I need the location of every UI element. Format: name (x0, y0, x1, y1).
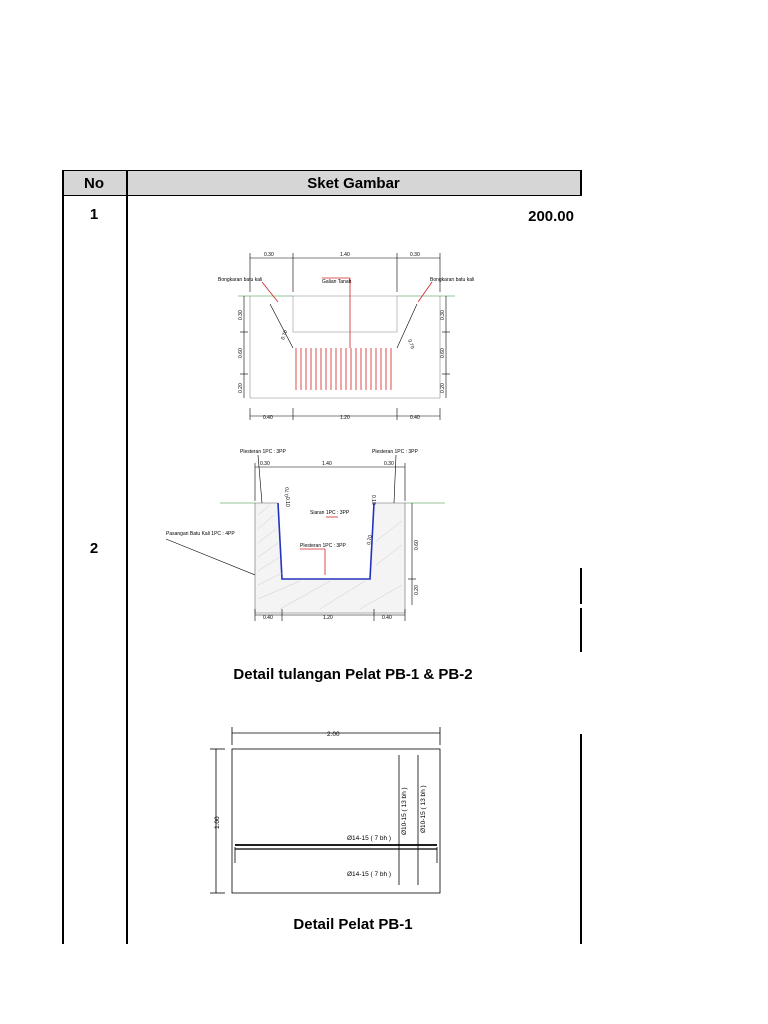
d2-dim-top-2: 1.40 (322, 461, 332, 467)
d3-width: 2.00 (327, 731, 340, 738)
d3-bar-top: Ø14-15 ( 7 bh ) (347, 835, 392, 842)
header-no-label: No (84, 174, 104, 192)
d1-dim-bottom-2: 1.20 (340, 415, 350, 421)
d1-dim-left-3: 0.20 (238, 383, 244, 393)
row-amount: 200.00 (528, 208, 574, 225)
table-right-border-seg2 (580, 568, 582, 604)
d2-dim-top-1: 0.30 (260, 461, 270, 467)
d2-plaster-left: Plesteran 1PC : 3PP (240, 449, 286, 455)
d2-dim-bottom-3: 0.40 (382, 615, 392, 621)
d2-plaster-bottom: Plesteran 1PC : 3PP (300, 543, 346, 549)
d3-height: 1.00 (214, 816, 221, 829)
row-number-2: 2 (89, 540, 99, 557)
table-left-border (62, 170, 64, 944)
d2-slope-right: 0.70 (366, 534, 374, 546)
table-column-divider (126, 170, 128, 944)
d3-bar-v2: Ø10-15 ( 13 bh ) (420, 785, 427, 833)
caption-detail-reinforcement: Detail tulangan Pelat PB-1 & PB-2 (233, 666, 473, 683)
d1-dim-right-3: 0.20 (440, 383, 446, 393)
d2-siaran: Siaran 1PC : 3PP (310, 510, 350, 516)
d1-dim-left-2: 0.60 (238, 348, 244, 358)
d1-dim-top-2: 1.40 (340, 252, 350, 258)
d2-dim-bottom-1: 0.40 (263, 615, 273, 621)
d1-slope-right: 0.70 (406, 338, 416, 350)
d1-dim-right-1: 0.30 (440, 310, 446, 320)
d1-slope-left: 0.70 (280, 329, 290, 341)
d2-plaster-right: Plesteran 1PC : 3PP (372, 449, 418, 455)
header-sketch-label: Sket Gambar (307, 174, 400, 192)
d1-dim-right-2: 0.60 (440, 348, 446, 358)
d1-dim-top-3: 0.30 (410, 252, 420, 258)
d3-bar-bottom: Ø14-15 ( 7 bh ) (347, 871, 392, 878)
d2-dim-right-1: 0.60 (414, 540, 420, 550)
d1-label-center: Galian Tanah (322, 279, 352, 285)
plate-reinforcement-drawing (205, 725, 455, 897)
channel-section-drawing (160, 445, 460, 625)
d2-dim-right-2: 0.20 (414, 585, 420, 595)
d1-dim-bottom-1: 0.40 (263, 415, 273, 421)
d2-dim-top-3: 0.30 (384, 461, 394, 467)
d2-small-left: 0.10 (284, 497, 290, 507)
header-no (62, 170, 126, 196)
header-sketch (127, 170, 580, 196)
table-right-border (580, 170, 582, 196)
d2-slope-left: 0.70 (284, 486, 291, 498)
d2-dim-bottom-2: 1.20 (323, 615, 333, 621)
caption-detail-plate: Detail Pelat PB-1 (293, 916, 413, 933)
d2-masonry: Pasangan Batu Kali 1PC : 4PP (166, 531, 235, 537)
d1-label-right: Bongkaran batu kali (430, 277, 475, 283)
table-right-border-seg4 (580, 734, 582, 944)
table-right-border-seg3 (580, 608, 582, 652)
d3-bar-v1: Ø10-15 ( 13 bh ) (401, 787, 408, 835)
d1-dim-left-1: 0.30 (238, 310, 244, 320)
d1-dim-bottom-3: 0.40 (410, 415, 420, 421)
d2-small-right: 0.10 (370, 495, 376, 505)
row-number-1: 1 (89, 206, 99, 223)
excavation-section-drawing (200, 248, 500, 426)
d1-label-left: Bongkaran batu kali (218, 277, 263, 283)
d1-dim-top-1: 0.30 (264, 252, 274, 258)
